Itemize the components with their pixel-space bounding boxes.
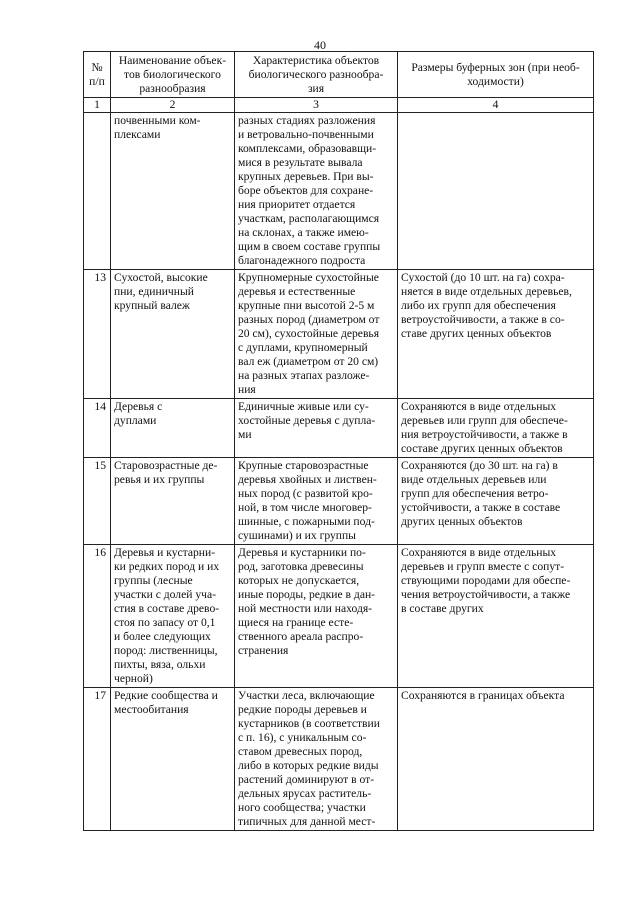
buffer-zone — [398, 113, 594, 270]
object-name: Деревья и кустарни- ки редких пород и их группы (лесные участки с долей уча- стия в составе древо- стоя по запасу от 0,1 и более следующих пород: лиственницы, пихты, вяза, ольхи черной) — [111, 545, 235, 688]
object-name: Деревья с дуплами — [111, 399, 235, 458]
object-characteristic: Крупномерные сухостойные деревья и естественные крупные пни высотой 2-5 м разных пород (диаметром от 20 см), сухостойные деревья с дуплами, крупномерный вал еж (диаметром от 20 см) на разных этапах разложе- ния — [235, 270, 398, 399]
object-name: Редкие сообщества и местообитания — [111, 688, 235, 831]
table-row — [84, 545, 594, 688]
row-number: 15 — [84, 458, 111, 545]
header-characteristic: Характеристика объектов биологического разнообра- зия — [235, 52, 398, 98]
row-number: 16 — [84, 545, 111, 688]
row-number — [84, 113, 111, 270]
row-number: 14 — [84, 399, 111, 458]
header-number: № п/п — [84, 52, 111, 98]
table-row — [84, 270, 594, 399]
object-characteristic: Участки леса, включающие редкие породы деревьев и кустарников (в соответствии с п. 16), с уникальным со- ставом древесных пород, либо в которых редкие виды растений доминируют в от- дельных ярусах раститель- ного сообщества; участки типичных для данной мест- — [235, 688, 398, 831]
row-number: 17 — [84, 688, 111, 831]
column-index: 2 — [111, 98, 235, 113]
page-number: 40 — [314, 38, 326, 52]
buffer-zone: Сохраняются в границах объекта — [398, 688, 594, 831]
table-row — [84, 688, 594, 831]
object-name: Старовозрастные де- ревья и их группы — [111, 458, 235, 545]
object-characteristic: Деревья и кустарники по- род, заготовка древесины которых не допускается, иные породы, редкие в дан- ной местности или находя- щиеся на границе есте- ственного ареала распро- странения — [235, 545, 398, 688]
buffer-zone: Сохраняются в виде отдельных деревьев и групп вместе с сопут- ствующими породами для обеспе- чения ветроустойчивости, а также в составе других — [398, 545, 594, 688]
buffer-zones-table — [83, 51, 594, 831]
buffer-zone: Сохраняются в виде отдельных деревьев или групп для обеспече- ния ветроустойчивости, а также в составе других ценных объектов — [398, 399, 594, 458]
table-row — [84, 399, 594, 458]
row-number: 13 — [84, 270, 111, 399]
object-name: Сухостой, высокие пни, единичный крупный валеж — [111, 270, 235, 399]
object-characteristic: Крупные старовозрастные деревья хвойных и листвен- ных пород (с развитой кро- ной, в том числе многовер- шинные, с пожарными под- сушинами) и их группы — [235, 458, 398, 545]
column-index: 3 — [235, 98, 398, 113]
table-row — [84, 458, 594, 545]
header-buffer-size: Размеры буферных зон (при необ- ходимости) — [398, 52, 594, 98]
object-characteristic: Единичные живые или су- хостойные деревья с дупла- ми — [235, 399, 398, 458]
buffer-zone: Сохраняются (до 30 шт. на га) в виде отдельных деревьев или групп для обеспечения ветро- устойчивости, а также в составе других ценных объектов — [398, 458, 594, 545]
buffer-zone: Сухостой (до 10 шт. на га) сохра- няется в виде отдельных деревьев, либо их групп для обеспечения ветроустойчивости, а также в со- ставе других ценных объектов — [398, 270, 594, 399]
column-index: 1 — [84, 98, 111, 113]
table-row — [84, 113, 594, 270]
object-name: почвенными ком- плексами — [111, 113, 235, 270]
header-object-name: Наименование объек- тов биологического разнообразия — [111, 52, 235, 98]
object-characteristic: разных стадиях разложения и ветровально-почвенными комплексами, образовавщи- мися в результате вывала крупных деревьев. При вы- боре объектов для сохране- ния приоритет отдается участкам, располагающимся на склонах, а также имею- щим в своем составе группы благонадежного подроста — [235, 113, 398, 270]
column-index: 4 — [398, 98, 594, 113]
